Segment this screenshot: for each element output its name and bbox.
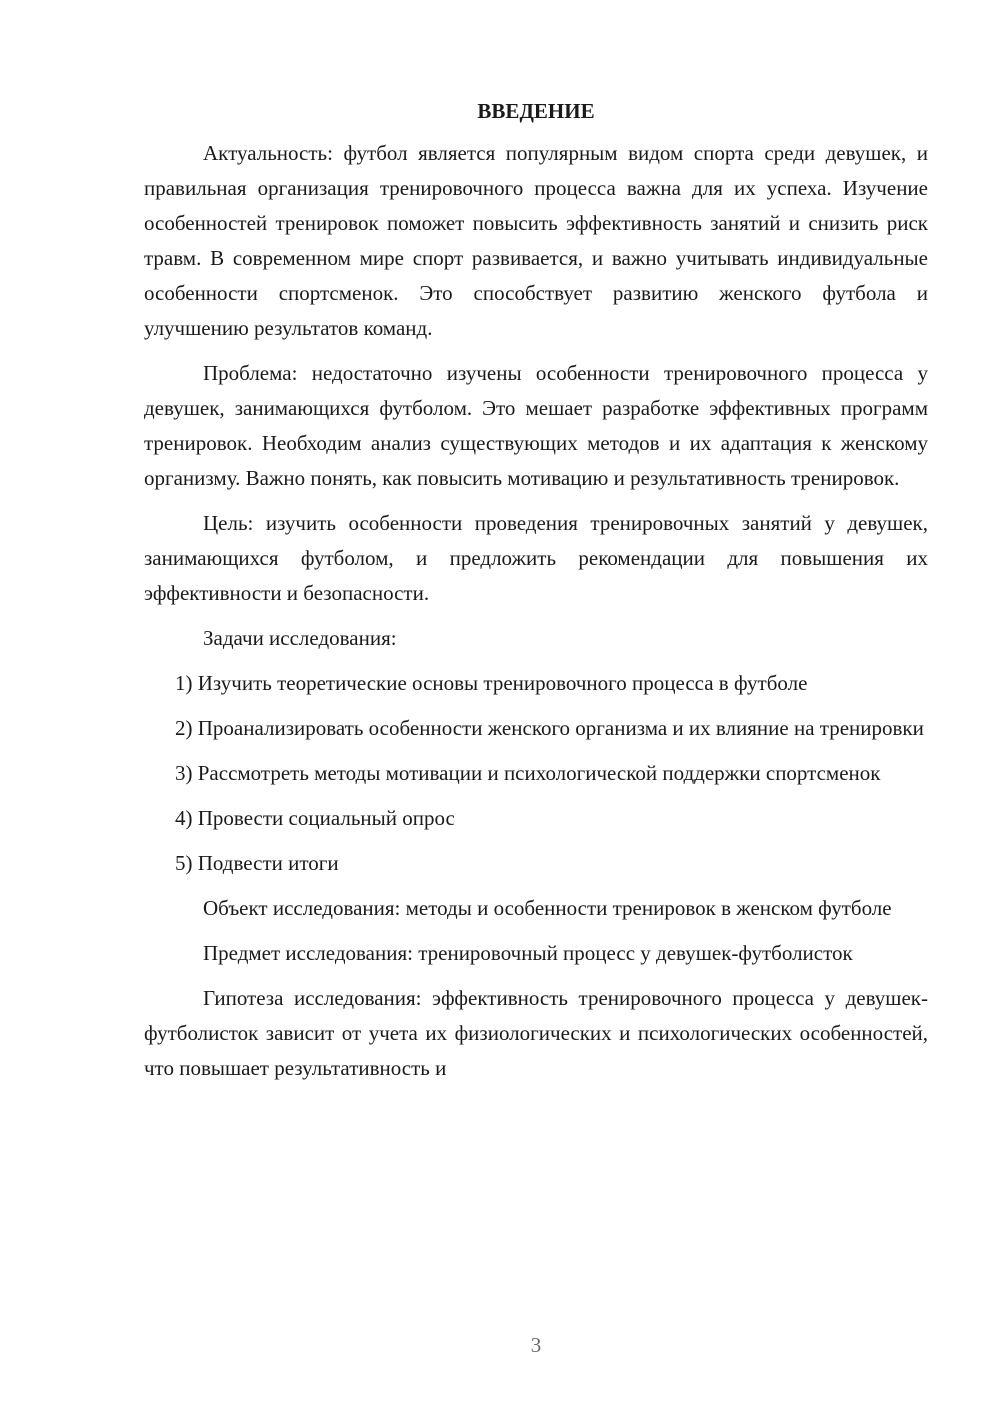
paragraph-goal: Цель: изучить особенности проведения тренировочных занятий у девушек, занимающихся футболом, и предложить рекомендации для повышения их эффективности и безопасности. xyxy=(144,511,928,605)
page-number: 3 xyxy=(530,1333,542,1357)
paragraph-object: Объект исследования: методы и особенности тренировок в женском футболе xyxy=(203,896,892,920)
document-page xyxy=(144,96,928,1096)
paragraph-hypothesis: Гипотеза исследования: эффективность тренировочного процесса у девушек-футболисток зависит от учета их физиологических и психологических особенностей, что повышает результативность и xyxy=(144,986,928,1080)
task-item-2: 2) Проанализировать особенности женского организма и их влияние на тренировки xyxy=(175,716,924,740)
section-heading: ВВЕДЕНИЕ xyxy=(477,99,595,123)
paragraph-actuality: Актуальность: футбол является популярным видом спорта среди девушек, и правильная организация тренировочного процесса важна для их успеха. Изучение особенностей тренировок поможет повысить эффективность занятий и снизить риск травм. В современном мире спорт развивается, и важно учитывать индивидуальные особенности спортсменок. Это способствует развитию женского футбола и улучшению результатов команд. xyxy=(144,141,928,340)
task-item-3: 3) Рассмотреть методы мотивации и психологической поддержки спортсменок xyxy=(175,761,881,785)
tasks-heading: Задачи исследования: xyxy=(203,626,397,650)
paragraph-problem: Проблема: недостаточно изучены особенности тренировочного процесса у девушек, занимающихся футболом. Это мешает разработке эффективных программ тренировок. Необходим анализ существующих методов и их адаптация к женскому организму. Важно понять, как повысить мотивацию и результативность тренировок. xyxy=(144,361,928,490)
task-item-4: 4) Провести социальный опрос xyxy=(175,806,455,830)
task-item-5: 5) Подвести итоги xyxy=(175,851,339,875)
paragraph-subject: Предмет исследования: тренировочный процесс у девушек-футболисток xyxy=(203,941,853,965)
task-item-1: 1) Изучить теоретические основы тренировочного процесса в футболе xyxy=(175,671,808,695)
